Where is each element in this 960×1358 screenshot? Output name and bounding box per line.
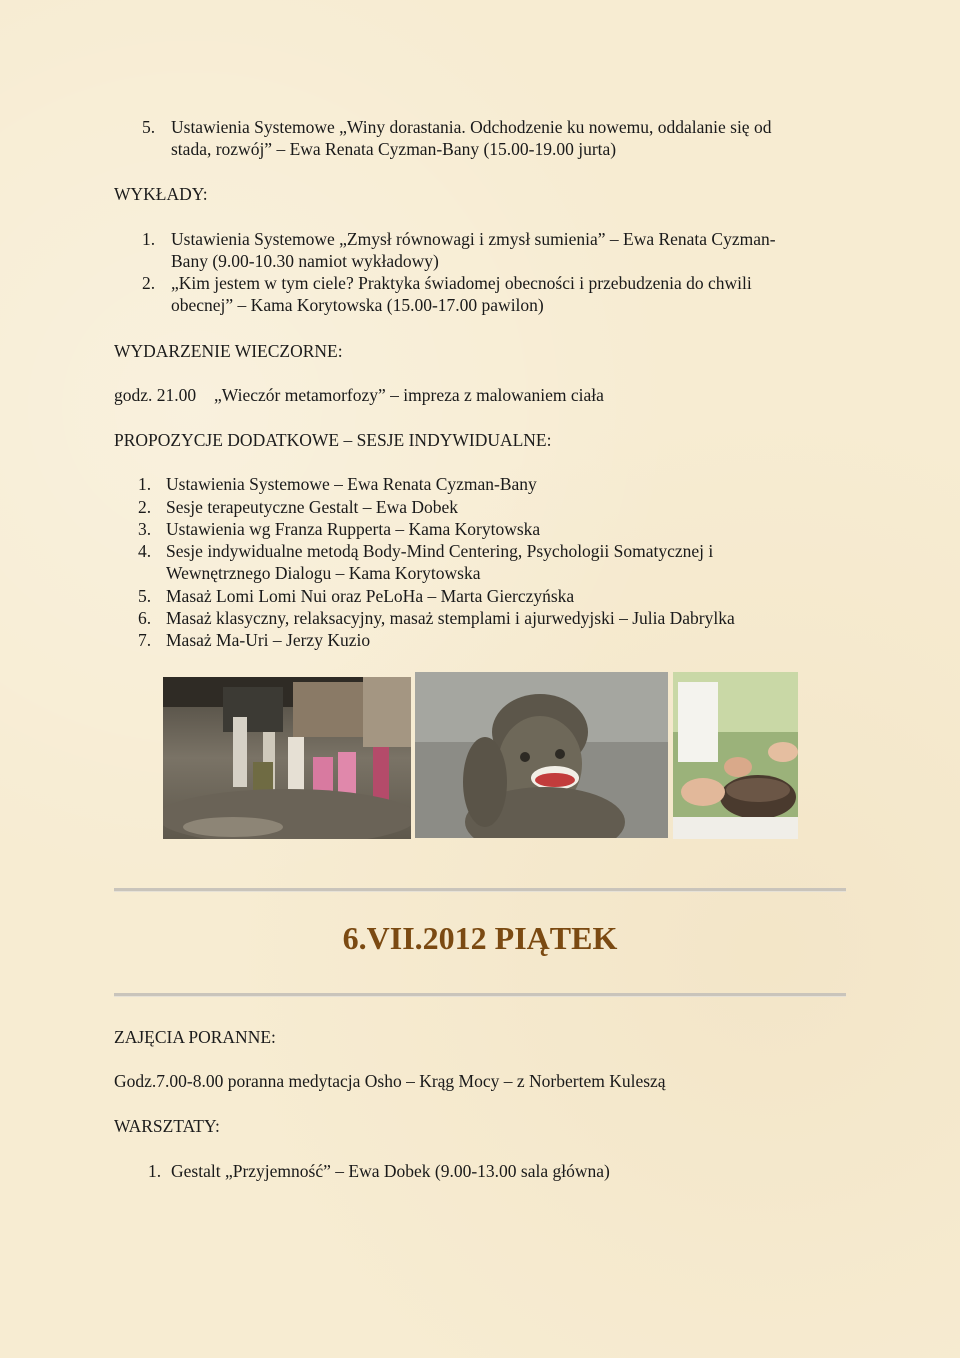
evening-event-heading: WYDARZENIE WIECZORNE: bbox=[114, 341, 343, 361]
lecture-item-line: obecnej” – Kama Korytowska (15.00-17.00 pawilon) bbox=[171, 295, 544, 315]
session-item: Sesje terapeutyczne Gestalt – Ewa Dobek bbox=[166, 497, 459, 517]
item-number: 3. bbox=[138, 519, 152, 539]
workshop-item-line: Ustawienia Systemowe „Winy dorastania. Odchodzenie ku nowemu, oddalanie się od bbox=[171, 117, 772, 137]
workshop-item: Gestalt „Przyjemność” – Ewa Dobek (9.00-13.00 sala główna) bbox=[171, 1161, 610, 1181]
item-number: 5. bbox=[138, 586, 152, 606]
workshop-item-line: stada, rozwój” – Ewa Renata Cyzman-Bany (15.00-19.00 jurta) bbox=[171, 139, 617, 159]
item-number: 1. bbox=[138, 474, 152, 494]
session-item: Masaż Ma-Uri – Jerzy Kuzio bbox=[166, 630, 371, 650]
item-number: 5. bbox=[142, 117, 156, 137]
item-number: 4. bbox=[138, 541, 152, 561]
session-item: Ustawienia wg Franza Rupperta – Kama Korytowska bbox=[166, 519, 541, 539]
item-number: 6. bbox=[138, 608, 152, 628]
item-number: 1. bbox=[142, 229, 156, 249]
session-item: Masaż klasyczny, relaksacyjny, masaż stemplami i ajurwedyjski – Julia Dabrylka bbox=[166, 608, 735, 628]
lecture-item-line: Ustawienia Systemowe „Zmysł równowagi i zmysł sumienia” – Ewa Renata Cyzman- bbox=[171, 229, 776, 249]
item-number: 2. bbox=[142, 273, 156, 293]
workshops-heading: WARSZTATY: bbox=[114, 1116, 220, 1136]
event-time: godz. 21.00 bbox=[114, 385, 197, 405]
morning-meditation-text: Godz.7.00-8.00 poranna medytacja Osho – Krąg Mocy – z Norbertem Kuleszą bbox=[114, 1071, 666, 1091]
additional-sessions-heading: PROPOZYCJE DODATKOWE – SESJE INDYWIDUALNE: bbox=[114, 430, 552, 450]
session-item: Masaż Lomi Lomi Nui oraz PeLoHa – Marta Gierczyńska bbox=[166, 586, 575, 606]
horizontal-divider bbox=[114, 888, 846, 892]
clay-pottery-photo bbox=[673, 672, 798, 839]
horizontal-divider bbox=[114, 993, 846, 997]
mud-legs-photo bbox=[163, 677, 411, 839]
session-item: Ustawienia Systemowe – Ewa Renata Cyzman-Bany bbox=[166, 474, 537, 494]
item-number: 1. bbox=[148, 1161, 162, 1181]
lectures-heading: WYKŁADY: bbox=[114, 184, 208, 204]
event-description: „Wieczór metamorfozy” – impreza z malowaniem ciała bbox=[214, 385, 604, 405]
morning-classes-heading: ZAJĘCIA PORANNE: bbox=[114, 1027, 276, 1047]
item-number: 7. bbox=[138, 630, 152, 650]
item-number: 2. bbox=[138, 497, 152, 517]
mud-covered-child-photo bbox=[415, 672, 668, 838]
session-item-continued: Wewnętrznego Dialogu – Kama Korytowska bbox=[166, 563, 481, 583]
lecture-item-line: „Kim jestem w tym ciele? Praktyka świadomej obecności i przebudzenia do chwili bbox=[171, 273, 752, 293]
session-item: Sesje indywidualne metodą Body-Mind Centering, Psychologii Somatycznej i bbox=[166, 541, 714, 561]
day-title: 6.VII.2012 PIĄTEK bbox=[342, 920, 618, 956]
lecture-item-line: Bany (9.00-10.30 namiot wykładowy) bbox=[171, 251, 439, 271]
